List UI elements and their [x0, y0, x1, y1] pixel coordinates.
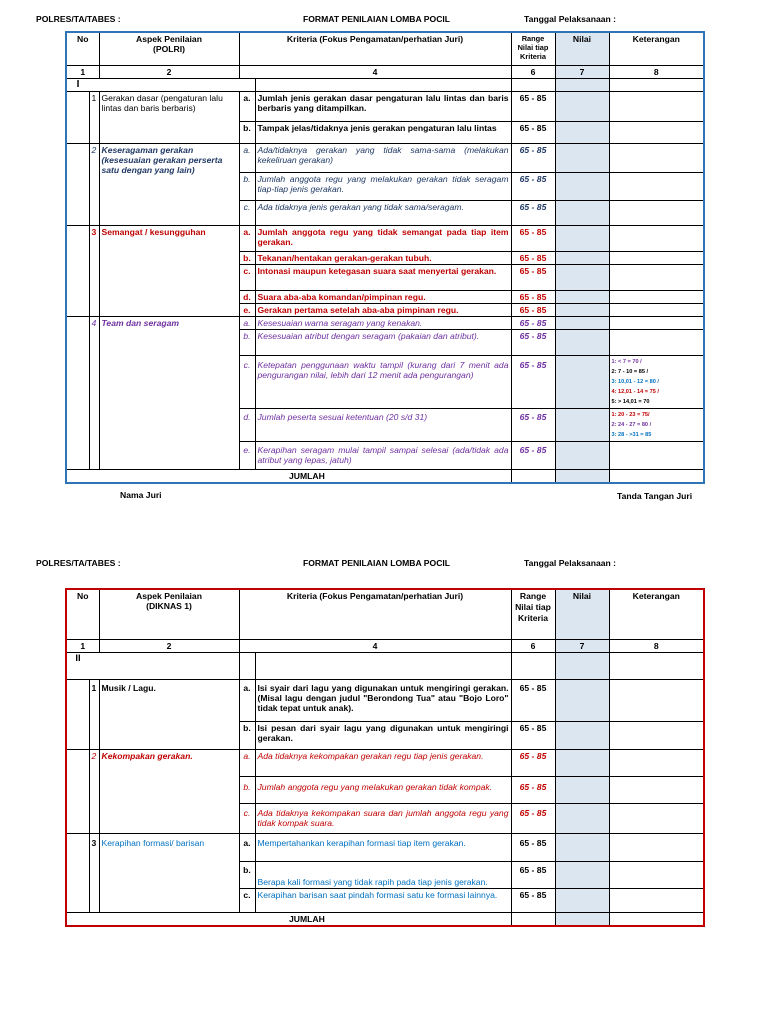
- header-range: Range Nilai tiap Kriteria: [511, 32, 555, 65]
- range-value: 65 - 85: [511, 121, 555, 143]
- item-letter: a.: [239, 225, 255, 251]
- nilai-cell[interactable]: [555, 200, 609, 225]
- nilai-cell[interactable]: [555, 264, 609, 290]
- scoring-table-polri: [65, 31, 705, 484]
- aspect-name: Kerapihan formasi/ barisan: [99, 833, 239, 912]
- range-value: 65 - 85: [511, 303, 555, 316]
- nilai-cell[interactable]: [555, 316, 609, 329]
- criteria-text: Intonasi maupun ketegasan suara saat menyertai gerakan.: [255, 264, 511, 290]
- jumlah-label: JUMLAH: [66, 469, 511, 483]
- range-value: 65 - 85: [511, 143, 555, 172]
- nilai-cell[interactable]: [555, 121, 609, 143]
- range-value: 65 - 85: [511, 833, 555, 861]
- item-letter: c.: [239, 264, 255, 290]
- colnum: 2: [99, 639, 239, 652]
- item-letter: e.: [239, 441, 255, 469]
- item-letter: a.: [239, 316, 255, 329]
- header-nilai: Nilai: [555, 589, 609, 639]
- range-value: 65 - 85: [511, 776, 555, 803]
- tanda-tangan-label: Tanda Tangan Juri: [617, 491, 693, 501]
- header-aspek: Aspek Penilaian (DIKNAS 1): [99, 589, 239, 639]
- nilai-cell[interactable]: [555, 355, 609, 408]
- form-title: FORMAT PENILAIAN LOMBA POCIL: [303, 14, 451, 24]
- colnum: 6: [511, 639, 555, 652]
- criteria-text: Ada/tidaknya gerakan yang tidak sama-sama (melakukan kekeliruan gerakan): [255, 143, 511, 172]
- header-keterangan: Keterangan: [609, 589, 704, 639]
- nilai-cell[interactable]: [555, 329, 609, 355]
- criteria-text: Tekanan/hentakan gerakan-gerakan tubuh.: [255, 251, 511, 264]
- header-range: Range Nilai tiap Kriteria: [511, 589, 555, 639]
- tanggal-label: Tanggal Pelaksanaan :: [524, 14, 617, 24]
- nilai-cell[interactable]: [555, 803, 609, 833]
- item-letter: d.: [239, 408, 255, 441]
- range-value: 65 - 85: [511, 803, 555, 833]
- range-value: 65 - 85: [511, 679, 555, 721]
- item-letter: d.: [239, 290, 255, 303]
- note-line: 3: 10,01 - 12 = 80 /: [611, 378, 659, 385]
- aspect-number: 3: [89, 225, 99, 316]
- aspect-name: Team dan seragam: [99, 316, 239, 469]
- aspect-number: 4: [89, 316, 99, 469]
- item-letter: b.: [239, 721, 255, 749]
- note-line: 5: > 14,01 = 70: [611, 398, 650, 405]
- header-no: No: [66, 589, 99, 639]
- nilai-cell[interactable]: [555, 441, 609, 469]
- section-number: II: [66, 652, 89, 679]
- nilai-cell[interactable]: [555, 78, 609, 91]
- polres-label: POLRES/TA/TABES :: [36, 14, 121, 24]
- colnum: 1: [66, 639, 99, 652]
- range-value: 65 - 85: [511, 225, 555, 251]
- range-value: 65 - 85: [511, 290, 555, 303]
- nama-juri-label: Nama Juri: [120, 490, 162, 500]
- range-value: 65 - 85: [511, 251, 555, 264]
- keterangan-time-scores: [609, 355, 704, 408]
- criteria-text: Ketepatan penggunaan waktu tampil (kurang dari 7 menit ada pengurangan nilai, lebih dari 12 menit ada pengurangan): [255, 355, 511, 408]
- aspect-number: 1: [89, 679, 99, 749]
- range-value: 65 - 85: [511, 749, 555, 776]
- range-value: 65 - 85: [511, 172, 555, 200]
- range-value: 65 - 85: [511, 264, 555, 290]
- nilai-cell[interactable]: [555, 652, 609, 679]
- note-line: 1: 20 - 23 = 75/: [611, 411, 650, 418]
- scoring-table-diknas: [65, 588, 705, 927]
- tanggal-label: Tanggal Pelaksanaan :: [524, 558, 617, 568]
- form-title: FORMAT PENILAIAN LOMBA POCIL: [303, 558, 451, 568]
- item-letter: b.: [239, 329, 255, 355]
- nilai-cell[interactable]: [555, 172, 609, 200]
- colnum: 1: [66, 65, 99, 78]
- colnum: 7: [555, 639, 609, 652]
- criteria-text: Berapa kali formasi yang tidak rapih pada tiap jenis gerakan.: [255, 861, 511, 888]
- item-letter: a.: [239, 833, 255, 861]
- aspect-number: 1: [89, 91, 99, 143]
- criteria-text: Jumlah anggota regu yang melakukan gerakan tidak kompak.: [255, 776, 511, 803]
- item-letter: a.: [239, 749, 255, 776]
- nilai-cell[interactable]: [555, 861, 609, 888]
- item-letter: c.: [239, 355, 255, 408]
- item-letter: b.: [239, 861, 255, 888]
- criteria-text: Suara aba-aba komandan/pimpinan regu.: [255, 290, 511, 303]
- note-line: 4: 12,01 - 14 = 75 /: [611, 388, 659, 395]
- nilai-cell[interactable]: [555, 833, 609, 861]
- range-value: 65 - 85: [511, 91, 555, 121]
- colnum: 8: [609, 65, 704, 78]
- aspect-name: Semangat / kesungguhan: [99, 225, 239, 316]
- criteria-text: Isi syair dari lagu yang digunakan untuk mengiringi gerakan. (Misal lagu dengan judul "Berondong Tua" atau "Bojo Loro" tidak tepat untuk anak).: [255, 679, 511, 721]
- aspect-name: Kekompakan gerakan.: [99, 749, 239, 833]
- criteria-text: Isi pesan dari syair lagu yang digunakan untuk mengiringi gerakan.: [255, 721, 511, 749]
- aspect-name: Keseragaman gerakan (kesesuaian gerakan perserta satu dengan yang lain): [99, 143, 239, 225]
- criteria-text: Ada tidaknya kekompakan gerakan regu tiap jenis gerakan.: [255, 749, 511, 776]
- jumlah-label: JUMLAH: [66, 912, 511, 926]
- header-no: No: [66, 32, 99, 65]
- colnum: 8: [609, 639, 704, 652]
- polres-label: POLRES/TA/TABES :: [36, 558, 121, 568]
- colnum: 7: [555, 65, 609, 78]
- aspect-number: 2: [89, 143, 99, 225]
- jumlah-nilai-cell[interactable]: [555, 912, 609, 926]
- header-nilai: Nilai: [555, 32, 609, 65]
- item-letter: b.: [239, 776, 255, 803]
- item-letter: c.: [239, 803, 255, 833]
- criteria-text: Mempertahankan kerapihan formasi tiap item gerakan.: [255, 833, 511, 861]
- criteria-text: Tampak jelas/tidaknya jenis gerakan pengaturan lalu lintas: [255, 121, 511, 143]
- criteria-text: Jumlah peserta sesuai ketentuan (20 s/d 31): [255, 408, 511, 441]
- range-value: 65 - 85: [511, 721, 555, 749]
- item-letter: b.: [239, 172, 255, 200]
- nilai-cell[interactable]: [555, 888, 609, 912]
- range-value: 65 - 85: [511, 329, 555, 355]
- criteria-text: Kerapihan seragam mulai tampil sampai selesai (ada/tidak ada atribut yang lepas, jatuh): [255, 441, 511, 469]
- criteria-text: Kerapihan barisan saat pindah formasi satu ke formasi lainnya.: [255, 888, 511, 912]
- colnum: 2: [99, 65, 239, 78]
- range-value: 65 - 85: [511, 408, 555, 441]
- keterangan-participant-scores: [609, 408, 704, 441]
- criteria-text: Ada tidaknya jenis gerakan yang tidak sama/seragam.: [255, 200, 511, 225]
- note-line: 2: 7 - 10 = 85 /: [611, 368, 649, 375]
- header-kriteria: Kriteria (Fokus Pengamatan/perhatian Juri): [239, 32, 511, 65]
- criteria-text: Jumlah anggota regu yang melakukan gerakan tidak seragam tiap-tiap jenis gerakan.: [255, 172, 511, 200]
- nilai-cell[interactable]: [555, 721, 609, 749]
- range-value: 65 - 85: [511, 316, 555, 329]
- header-kriteria: Kriteria (Fokus Pengamatan/perhatian Juri): [239, 589, 511, 639]
- nilai-cell[interactable]: [555, 408, 609, 441]
- aspect-name: Musik / Lagu.: [99, 679, 239, 749]
- nilai-cell[interactable]: [555, 143, 609, 172]
- nilai-cell[interactable]: [555, 91, 609, 121]
- aspect-number: 3: [89, 833, 99, 912]
- item-letter: b.: [239, 121, 255, 143]
- range-value: 65 - 85: [511, 888, 555, 912]
- criteria-text: Ada tidaknya kekompakan suara dan jumlah anggota regu yang tidak kompak suara.: [255, 803, 511, 833]
- item-letter: e.: [239, 303, 255, 316]
- colnum: 4: [239, 65, 511, 78]
- item-letter: a.: [239, 91, 255, 121]
- note-line: 2: 24 - 27 = 80 /: [611, 421, 652, 428]
- colnum: 4: [239, 639, 511, 652]
- nilai-cell[interactable]: [555, 679, 609, 721]
- criteria-text: Kesesuaian warna seragam yang kenakan.: [255, 316, 511, 329]
- nilai-cell[interactable]: [555, 290, 609, 303]
- nilai-cell[interactable]: [555, 225, 609, 251]
- section-number: I: [66, 78, 89, 91]
- aspect-number: 2: [89, 749, 99, 833]
- header-aspek: Aspek Penilaian (POLRI): [99, 32, 239, 65]
- colnum: 6: [511, 65, 555, 78]
- header-keterangan: Keterangan: [609, 32, 704, 65]
- criteria-text: Gerakan pertama setelah aba-aba pimpinan regu.: [255, 303, 511, 316]
- nilai-cell[interactable]: [555, 776, 609, 803]
- range-value: 65 - 85: [511, 441, 555, 469]
- aspect-name: Gerakan dasar (pengaturan lalu lintas dan baris berbaris): [99, 91, 239, 143]
- criteria-text: Jumlah anggota regu yang tidak semangat pada tiap item gerakan.: [255, 225, 511, 251]
- range-value: 65 - 85: [511, 200, 555, 225]
- item-letter: b.: [239, 251, 255, 264]
- nilai-cell[interactable]: [555, 251, 609, 264]
- item-letter: c.: [239, 200, 255, 225]
- range-value: 65 - 85: [511, 355, 555, 408]
- item-letter: c.: [239, 888, 255, 912]
- criteria-text: Jumlah jenis gerakan dasar pengaturan lalu lintas dan baris berbaris yang ditampilkan.: [255, 91, 511, 121]
- criteria-text: Kesesuaian atribut dengan seragam (pakaian dan atribut).: [255, 329, 511, 355]
- note-line: 3: 28 - >31 = 85: [611, 431, 652, 438]
- nilai-cell[interactable]: [555, 303, 609, 316]
- range-value: 65 - 85: [511, 861, 555, 888]
- note-line: 1: < 7 = 70 /: [611, 358, 642, 365]
- item-letter: a.: [239, 143, 255, 172]
- nilai-cell[interactable]: [555, 749, 609, 776]
- jumlah-nilai-cell[interactable]: [555, 469, 609, 483]
- item-letter: a.: [239, 679, 255, 721]
